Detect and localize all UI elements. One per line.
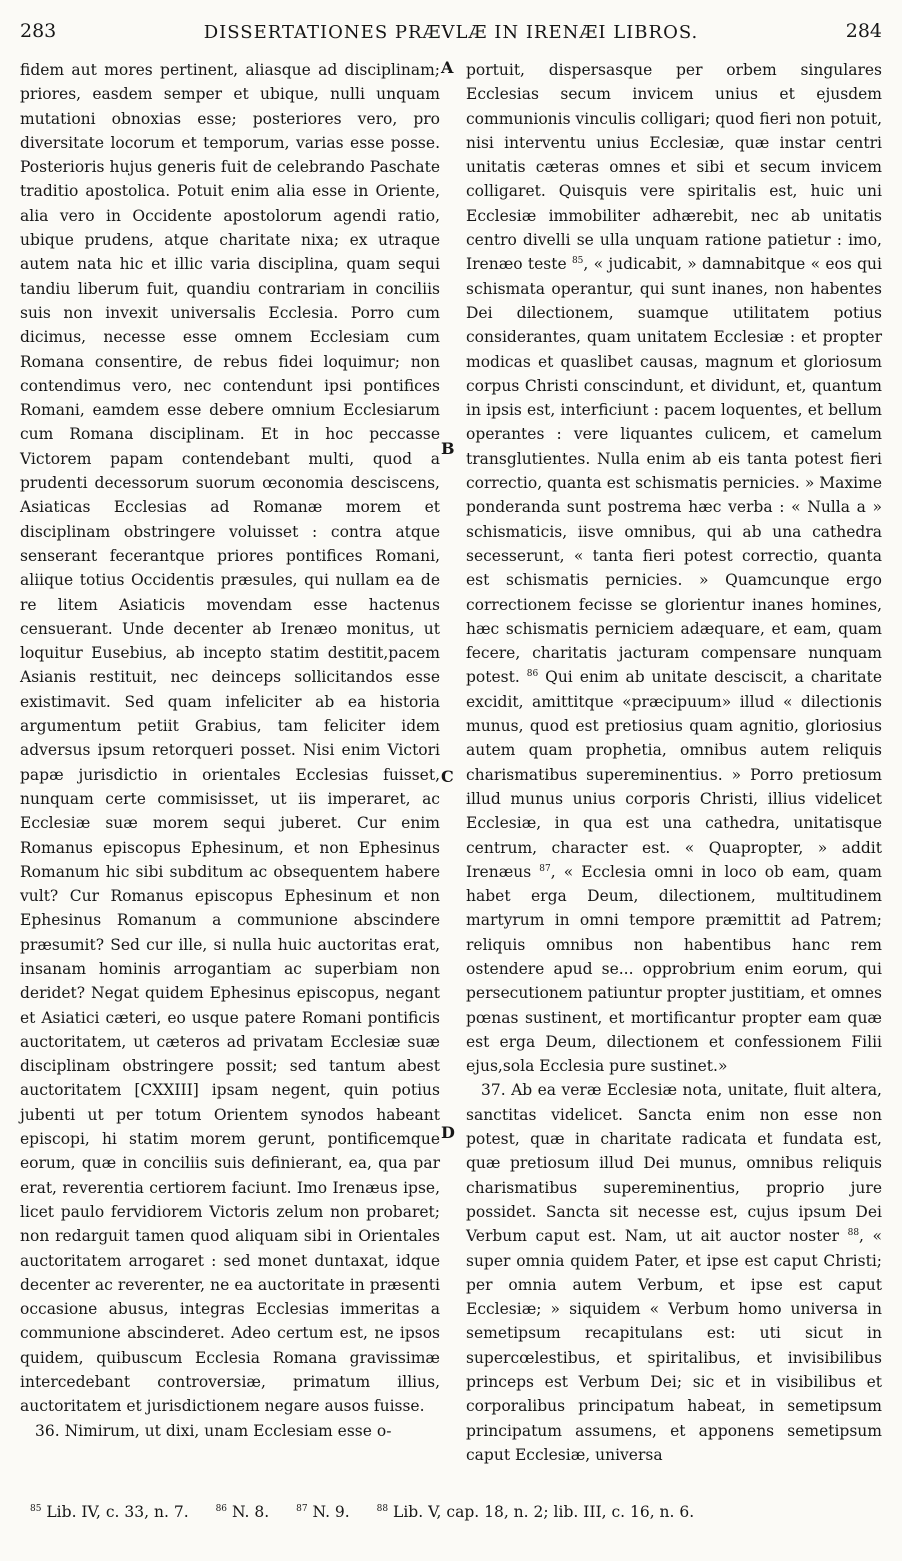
footnote-number: 88 [376, 1503, 389, 1514]
page-number-left: 283 [20, 20, 57, 42]
footnote-text: Lib. IV, c. 33, n. 7. [46, 1503, 189, 1521]
footnote [296, 1503, 350, 1521]
footnote-ref-87[interactable]: 87 [539, 863, 551, 874]
footnote-ref-86[interactable]: 86 [526, 669, 539, 680]
paragraph-37 [466, 1078, 882, 1467]
right-paragraph [466, 58, 882, 1078]
footnotes [30, 1503, 870, 1521]
text-segment: 37. Ab ea veræ Ecclesiæ nota, unitate, fluit altera, sanctitas videlicet. Sancta enim non esse non potest, quæ in charitate radicata et fundata est, quæ pretiosum illud Dei munus, omnibus reliquis charismatibus supereminentius, proprio jure possidet. Sancta sit necesse est, cujus ipsum Dei Verbum caput est. Nam, ut ait auctor noster [466, 1081, 882, 1246]
footnote-number: 87 [296, 1503, 308, 1514]
margin-marker-a: A [441, 58, 454, 77]
margin-marker-d: D [441, 1123, 455, 1142]
left-column [20, 58, 440, 1468]
footnote-number: 86 [215, 1503, 228, 1514]
footnote-ref-85[interactable]: 85 [571, 256, 584, 267]
margin-marker-c: C [441, 767, 454, 786]
margin-marker-b: B [441, 439, 455, 458]
footnote-text: N. 8. [231, 1503, 270, 1521]
footnote-text: N. 9. [312, 1503, 350, 1521]
left-paragraph: fidem aut mores pertinent, aliasque ad disciplinam; priores, easdem semper et ubique, nulli unquam mutationi obnoxias esse; posteriores vero, pro diversitate locorum et temporum, varias esse posse. Posterioris hujus generis fuit de celebrando Paschate traditio apostolica. Potuit enim alia esse in Oriente, alia vero in Occidente apostolorum agendi ratio, ubique prudens, atque charitate nixa; ex utraque autem nata hic et illic varia disciplina, quam sequi tandiu liberum fuit, quandiu contrariam in conciliis suis non invexit universalis Ecclesia. Porro cum dicimus, necesse esse omnem Ecclesiam cum Romana consentire, de rebus fidei loquimur; non contendimus vero, nec contendunt ipsi pontifices Romani, eamdem esse debere omnium Ecclesiarum cum Romana disciplinam. Et in hoc peccasse Victorem papam contendebant multi, quod a prudenti decessorum suorum œconomia desciscens, Asiaticas Ecclesias ad Romanæ morem et disciplinam obstringere voluisset : contra atque senserant fecerantque priores pontifices Romani, aliique totius Occidentis præsules, qui nullam ea de re litem Asiaticis movendam esse hactenus censuerant. Unde decenter ab Irenæo monitus, ut loquitur Eusebius, ab incepto statim destitit,pacem Asianis restituit, nec deinceps sollicitandos esse existimavit. Sed quam infeliciter ab ea historia argumentum petiit Grabius, tam feliciter idem adversus ipsum retorqueri posset. Nisi enim Victori papæ jurisdictio in orientales Ecclesias fuisset, nunquam certe commisisset, ut iis imperaret, ac Ecclesiæ suæ morem sequi juberet. Cur enim Romanus episcopus Ephesinum, et non Ephesinus Romanum hic sibi subditum ac obsequentem habere vult? Cur Romanus episcopus Ephesinum et non Ephesinus Romanum a communione abscindere præsumit? Sed cur ille, si nulla huic auctoritas erat, insanam hominis arrogantiam ac superbiam non deridet? Negat quidem Ephesinus episcopus, negant et Asiatici cæteri, eo usque patere Romani pontificis auctoritatem, ut cæteros ad privatam Ecclesiæ suæ disciplinam obstringere possit; sed tantum abest auctoritatem [CXXIII] ipsam negent, quin potius jubenti ut per totum Orientem synodos habeant episcopi, hi statim morem gerunt, pontificemque eorum, quæ in conciliis suis definierant, ea, qua par erat, reverentia certiorem faciunt. Imo Irenæus ipse, licet paulo fervidiorem Victoris zelum non probaret; non redarguit tamen quod aliquam sibi in Orientales auctoritatem arrogaret : sed monet duntaxat, idque decenter ac reverenter, ne ea auctoritate in præsenti occasione abusus, integras Ecclesias immeritas a communione abscinderet. Adeo certum est, ne ipsos quidem, quibuscum Ecclesia Romana gravissimæ intercedebant controversiæ, primatum illius, auctoritatem et jurisdictionem negare ausos fuisse. [20, 61, 440, 1416]
text-segment: portuit, dispersasque per orbem singulares Ecclesias secum invicem unius et ejusdem communionis vinculis colligari; quod fieri non potuit, nisi interventu unius Ecclesiæ, quæ instar centri unitatis cæteras omnes et sibi et secum invicem colligaret. Quisquis vere spiritalis est, huic uni Ecclesiæ immobiliter adhærebit, nec ab unitatis centro divelli se ulla unquam ratione patietur : imo, Irenæo teste [466, 61, 882, 274]
page-number-right: 284 [845, 20, 882, 42]
text-segment: , « Ecclesia omni in loco ob eam, quam habet erga Deum, dilectionem, multitudinem martyrum in omni tempore præmittit ad Patrem; reliquis omnibus non habentibus hanc rem ostendere apud se... opprobrium enim eorum, qui persecutionem patiuntur propter justitiam, et omnes pœnas sustinent, et mortificantur propter eam quæ est erga Deum, dilectionem et confessionem Filii ejus,sola Ecclesia pure sustinet.» [466, 862, 882, 1076]
footnote [30, 1503, 189, 1521]
paragraph-36: 36. Nimirum, ut dixi, unam Ecclesiam esse o- [35, 1421, 392, 1440]
footnote [216, 1503, 270, 1521]
text-segment: , « super omnia quidem Pater, et ipse est caput Christi; per omnia autem Verbum, et ipse est caput Ecclesiæ; » siquidem « Verbum homo universa in semetipsum recapitulans est: uti sicut in supercœlestibus, et spiritalibus, et invisibilibus princeps est Verbum Dei; sic et in visibilibus et corporalibus principatum habeat, in semetipsum principatum assumens, et apponens semetipsum caput Ecclesiæ, universa [466, 1227, 882, 1464]
text-segment: Qui enim ab unitate desciscit, a charitate excidit, amittitque «præcipuum» illud « dilectionis munus, quod est pretiosius quam agnitio, gloriosius autem quam prophetia, omnibus autem reliquis charismatibus supereminentius. » Porro pretiosum illud munus unius corporis Christi, illius videlicet Ecclesiæ, in qua est una cathedra, unitatisque centrum, character est. « Quapropter, » addit Irenæus [466, 668, 882, 881]
footnote [377, 1503, 695, 1521]
page-header [0, 20, 902, 44]
text-segment: , « judicabit, » damnabitque « eos qui schismata operantur, qui sunt inanes, non habentes Dei dilectionem, suamque utilitatem potius considerantes, quam unitatem Ecclesiæ : et propter modicas et quaslibet causas, magnum et gloriosum corpus Christi conscindunt, et dividunt, et, quantum in ipsis est, interficiunt : pacem loquentes, et bellum operantes : vere liquantes culicem, et camelum transglutientes. Nulla enim ab eis tanta potest fieri correctio, quanta est schismatis pernicies. » Maxime ponderanda sunt postrema hæc verba : « Nulla a » schismaticis, iisve omnibus, qui ab una cathedra secesserunt, « tanta fieri potest correctio, quanta est schismatis pernicies. » Quamcunque ergo correctionem fecisse se glorientur inanes homines, hæc schismatis perniciem adæquare, et eam, quam fecere, charitatis jacturam compensare nunquam potest. [466, 255, 882, 687]
footnote-ref-88[interactable]: 88 [847, 1228, 860, 1239]
footnote-text: Lib. V, cap. 18, n. 2; lib. III, c. 16, n. 6. [393, 1503, 695, 1521]
running-title: DISSERTATIONES PRÆVLÆ IN IRENÆI LIBROS. [203, 22, 699, 43]
footnote-number: 85 [30, 1503, 42, 1514]
right-column [466, 58, 882, 1468]
